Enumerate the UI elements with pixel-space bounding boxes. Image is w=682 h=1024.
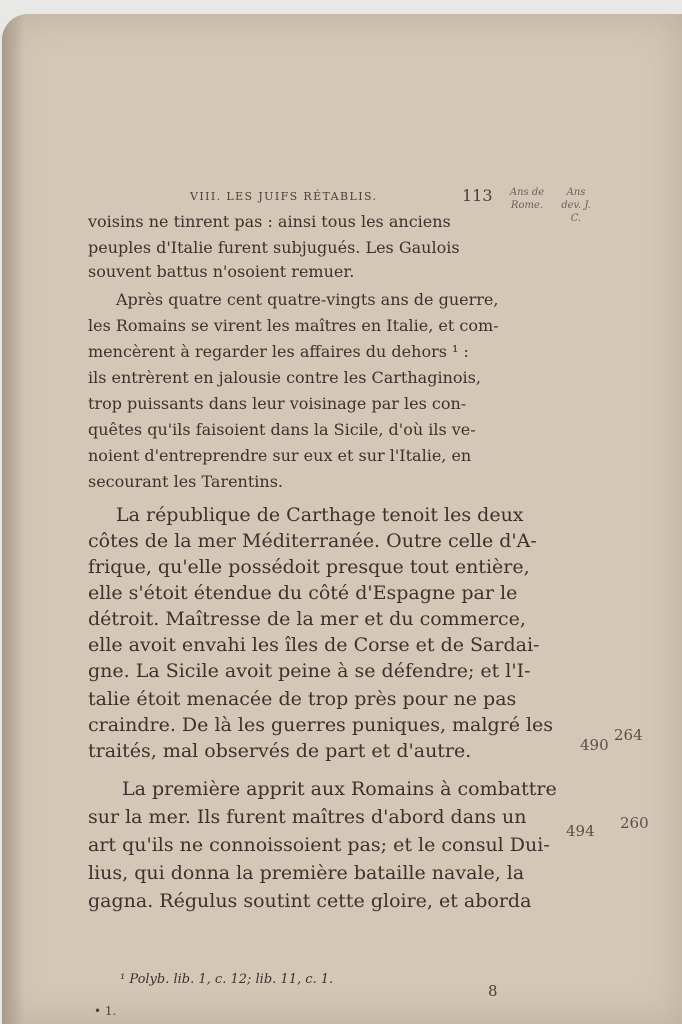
footnote: ¹ Polyb. lib. 1, c. 12; lib. 11, c. 1. xyxy=(120,972,334,987)
margin-date-rome: 494 xyxy=(566,822,595,840)
text-line: quêtes qu'ils faisoient dans la Sicile, d'où ils ve- xyxy=(88,420,476,439)
text-line: lius, qui donna la première bataille navale, la xyxy=(88,862,525,884)
text-line: gagna. Régulus soutint cette gloire, et aborda xyxy=(88,890,532,912)
running-head: VIII. LES JUIFS RÉTABLIS. xyxy=(190,190,378,203)
page-number: 113 xyxy=(462,186,493,205)
text-line: ils entrèrent en jalousie contre les Carthaginois, xyxy=(88,368,481,387)
text-line: noient d'entreprendre sur eux et sur l'Italie, en xyxy=(88,446,472,465)
margin-date-jc: 260 xyxy=(620,814,649,832)
text-line: sur la mer. Ils furent maîtres d'abord dans un xyxy=(88,806,527,828)
signature-mark: 8 xyxy=(488,982,498,1000)
margin-header-jc: Ans dev. J. C. xyxy=(561,187,591,224)
text-line: secourant les Tarentins. xyxy=(88,472,284,491)
margin-date-rome: 490 xyxy=(580,736,609,754)
text-line: détroit. Maîtresse de la mer et du commerce, xyxy=(88,608,526,630)
text-line: souvent battus n'osoient remuer. xyxy=(88,262,355,281)
margin-header-rome: Ans de Rome. xyxy=(509,187,545,211)
page-gutter-shadow xyxy=(2,14,24,1024)
text-line: voisins ne tinrent pas : ainsi tous les anciens xyxy=(88,212,451,231)
text-line: La première apprit aux Romains à combattre xyxy=(122,778,557,800)
text-line: elle s'étoit étendue du côté d'Espagne par le xyxy=(88,582,518,604)
text-line: les Romains se virent les maîtres en Italie, et com- xyxy=(88,316,499,335)
text-line: elle avoit envahi les îles de Corse et de Sardai- xyxy=(88,634,540,656)
text-line: peuples d'Italie furent subjugués. Les Gaulois xyxy=(88,238,460,257)
text-line: art qu'ils ne connoissoient pas; et le consul Dui- xyxy=(88,834,550,856)
bottom-mark: • 1. xyxy=(94,1004,117,1018)
text-line: traités, mal observés de part et d'autre. xyxy=(88,740,472,762)
text-line: trop puissants dans leur voisinage par les con- xyxy=(88,394,467,413)
book-page xyxy=(2,14,682,1024)
text-line: Après quatre cent quatre-vingts ans de guerre, xyxy=(116,290,499,309)
text-line: côtes de la mer Méditerranée. Outre celle d'A- xyxy=(88,530,537,552)
text-line: gne. La Sicile avoit peine à se défendre; et l'I- xyxy=(88,660,531,682)
text-line: La république de Carthage tenoit les deux xyxy=(116,504,524,526)
text-line: craindre. De là les guerres puniques, malgré les xyxy=(88,714,554,736)
text-line: frique, qu'elle possédoit presque tout entière, xyxy=(88,556,530,578)
text-line: mencèrent à regarder les affaires du dehors ¹ : xyxy=(88,342,469,361)
margin-date-jc: 264 xyxy=(614,726,643,744)
text-line: talie étoit menacée de trop près pour ne pas xyxy=(88,688,517,710)
